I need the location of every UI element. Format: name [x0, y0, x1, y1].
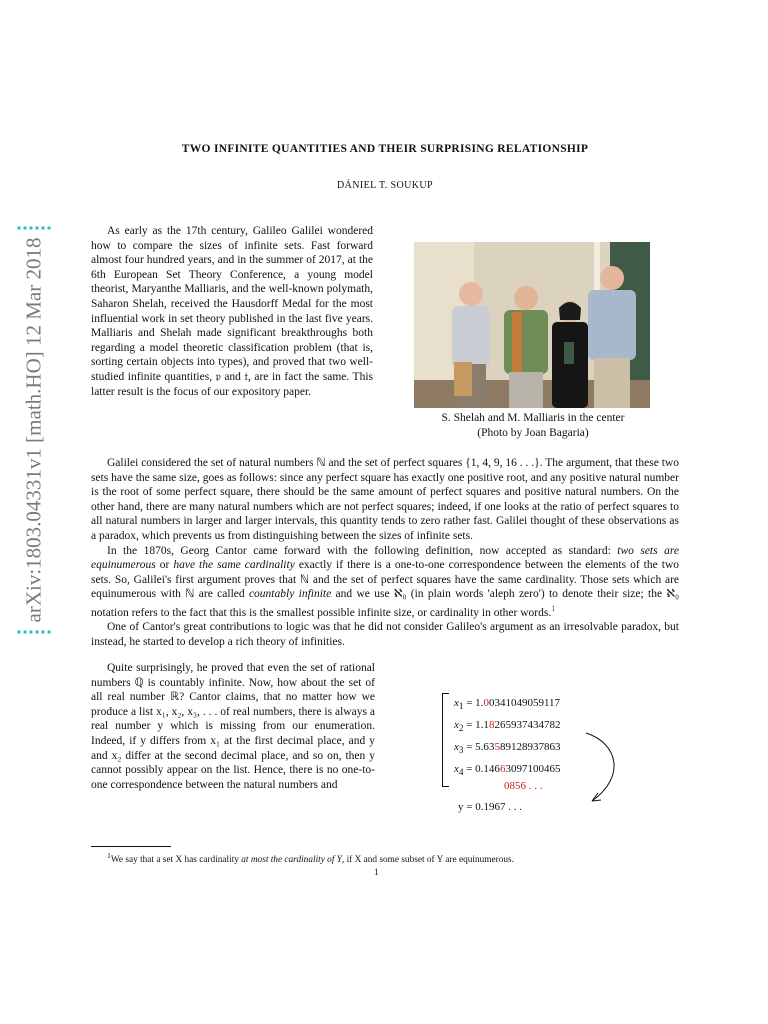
photo-caption: [402, 411, 664, 441]
list-row: $x_1 = 1.00341049059117$: [454, 697, 561, 712]
curved-arrow-icon: [578, 729, 628, 809]
list-row: $x_2 = 1.18265937434782$: [454, 719, 561, 734]
group-photo: [414, 242, 650, 408]
caption-line-2: (Photo by Joan Bagaria): [477, 427, 589, 439]
paragraph-cantor-contribution: One of Cantor's great contributions to logic was that he did not consider Galileo's argument as an irresolvable paradox, but instead, he started to develop a rich theory of infinities.: [91, 621, 679, 648]
list-row: $x_4 = 0.14663097100465$: [454, 763, 561, 778]
list-bracket: [442, 693, 449, 787]
paragraph-cantor-definition: [91, 544, 679, 621]
paper-title: TWO INFINITE QUANTITIES AND THEIR SURPRISING RELATIONSHIP: [181, 143, 589, 155]
caption-line-1: S. Shelah and M. Malliaris in the center: [441, 412, 625, 424]
text-run: We say that a set X has cardinality: [110, 855, 242, 866]
text-run: exactly if there is a one-to-one correspondence between the elements of the two sets. So, Galilei's first argument proves that ℕ and the set of perfect squares have the same cardinality. Those sets which are equinumerous with ℕ are called: [91, 559, 679, 601]
emphasis-at-most: at most the cardinality of Y: [241, 855, 342, 866]
text-run: In the 1870s, Georg Cantor came forward with the following definition, now accepted as standard:: [107, 544, 618, 557]
footnote-link[interactable]: 1: [551, 603, 556, 613]
author-name: DÁNIEL T. SOUKUP: [337, 180, 433, 191]
footnote-rule: [91, 846, 171, 847]
page-number: 1: [374, 867, 379, 877]
footnote-mark: 1: [107, 851, 111, 860]
footnote: [107, 851, 687, 865]
text-run: or: [155, 559, 174, 572]
paragraph-galilei: Galilei considered the set of natural numbers ℕ and the set of perfect squares {1, 4, 9, 16 . . .}. The argument, that these two sets have the same size, goes as follows: since any perfect square has exactly one positive root, and any positive natural number is the root of some perfect square, there should be the same amount of perfect squares and positive natural numbers. On the other hand, there are many natural numbers which are not perfect squares; indeed, if one looks at the ratio of perfect squares to all natural numbers in larger and larger intervals, this quantity tends to zero rather fast. Galilei thought of these observations as a paradox, which prevents us from distinguishing between the sizes of infinite sets.: [91, 457, 679, 542]
intro-paragraph: As early as the 17th century, Galileo Galilei wondered how to compare the sizes of infinite sets. Fast forward almost four hundred years, and in the summer of 2017, at the 6th European Set Theory Conference, a young model theorist, Maryanthe Malliaris, and the well-known polymath, Saharon Shelah, received the Hausdorff Medal for the most influential work in set theory published in the last five years. Malliaris and Shelah made significant breakthroughs both regarding a model theoretic classification problem (that is, sorting certain objects into types), and proved that two well-studied infinite quantities, 𝔭 and 𝔱, are in fact the same. This latter result is the focus of our expository paper.: [91, 225, 373, 398]
diagonal-figure: [428, 693, 658, 823]
emphasis-equinumerous: two sets are equinumerous: [91, 544, 679, 572]
emphasis-same-cardinality: have the same cardinality: [173, 559, 295, 572]
body-text: [91, 456, 679, 650]
arxiv-stamp: [8, 237, 60, 623]
arxiv-identifier: arXiv:1803.04331v1 [math.HO] 12 Mar 2018: [18, 227, 51, 634]
list-row: $x_3 = 5.63589128937863$: [454, 741, 561, 756]
diagonal-digits: 0856 . . .: [504, 780, 543, 792]
text-run: , if X and some subset of Y are equinumerous.: [341, 855, 514, 866]
text-run: and we use ℵ₀ (in plain words 'aleph zero') to denote their size; the ℵ₀ notation refers to the fact that this is the smallest possible infinite size, or cardinality in other words.: [91, 588, 679, 619]
photo-illustration: [414, 242, 650, 408]
paragraph-diagonal-argument: Quite surprisingly, he proved that even the set of rational numbers ℚ is countably infinite. Now, how about the set of all real number ℝ? Cantor claims, that no matter how we produce a list x₁, x₂, x₃, . . . of real numbers, there is always a real number y which is missing from our enumeration. Indeed, if y differs from x₁ at the first decimal place, and y and x₂ differ at the second decimal place, and so on, then y cannot possibly appear on the list. Hence, there is no one-to-one correspondence between the natural numbers and: [91, 662, 375, 791]
emphasis-countably-infinite: countably infinite: [248, 588, 332, 601]
new-number-y: y = 0.1967 . . .: [458, 801, 522, 813]
